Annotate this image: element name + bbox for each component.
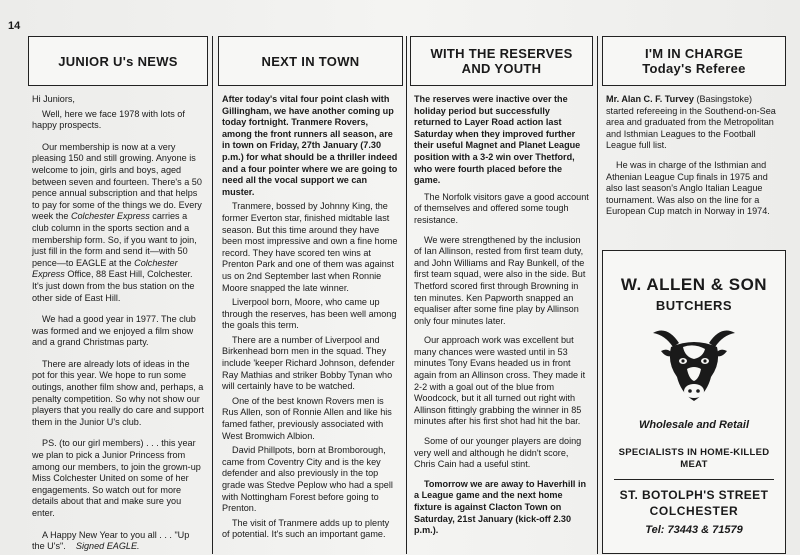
heading-text: JUNIOR U's NEWS — [58, 53, 178, 69]
paragraph: He was in charge of the Isthmian and Athenian League Cup finals in 1975 and also last season's Anglo Italian League tournament. Was also on the line for a European Cup match in Norway in 1974. — [606, 159, 770, 217]
heading-line-1: I'M IN CHARGE — [645, 46, 743, 61]
junior-us-news-heading — [28, 36, 208, 86]
paragraph: Tranmere, bossed by Johnny King, the former Everton star, finished midtable last season. But this time around they have been most impressive and own a fine home record. They have scored ten wins at Prenton Park and one of them was against us on 2nd September last when Ronnie Moore snapped the late winner. — [222, 201, 398, 293]
bull-head-icon — [649, 323, 739, 405]
lead-paragraph: The reserves were inactive over the holiday period but successfully returned to Layer Road action last Saturday when they improved further their useful Magnet and Planet League position with a 3-2 win over Thetford, who were fourth placed before the game. — [414, 94, 581, 186]
paragraph: David Phillpots, born at Bromborough, came from Coventry City and is the key defender and also previously in the top grade was Stedve Peplow who had a spell with Nottingham Forest before going to Prenton. — [222, 445, 393, 514]
column-divider — [406, 36, 407, 554]
junior-us-news-column — [28, 36, 208, 554]
advert-town: COLCHESTER — [649, 504, 739, 518]
next-in-town-column — [218, 36, 403, 554]
heading-line-1: WITH THE RESERVES — [430, 46, 573, 61]
referee-body — [602, 86, 786, 218]
newspaper-name: Colchester Express — [70, 211, 150, 222]
heading-text: NEXT IN TOWN — [261, 53, 360, 69]
paragraph: Our approach work was excellent but many chances were wasted until in 53 minutes Tony Evans headed us in front again from an Allinson cross. They made it 2-2 with a goal out of the blue from Woodcock, but it all turned out right with Allinson fittingly grabbing the winner in 85 minutes after his first shot had hit the bar. — [414, 335, 586, 427]
signature: Signed EAGLE. — [75, 541, 140, 552]
text-run: A Happy New Year to you all . . . "Up the U's". — [32, 529, 190, 552]
paragraph: We were strengthened by the inclusion of Ian Allinson, rested from first team duty, and John Williams and Ray Bunkell, of the first team squad, were also in the side. But Thetford scored first through Browning in ten minutes. Ken Papworth snapped an equaliser after some fine play by Allinson only four minutes later. — [414, 234, 586, 326]
paragraph — [32, 142, 204, 304]
newspaper-name: Colchester Express — [32, 257, 178, 280]
advert-title: W. ALLEN & SON — [620, 275, 768, 294]
sign-off — [32, 530, 204, 553]
advert-slogan: Wholesale and Retail — [638, 419, 750, 431]
advert-telephone: Tel: 73443 & 71579 — [645, 524, 743, 536]
advert-street: ST. BOTOLPH'S STREET — [619, 488, 769, 502]
greeting: Hi Juniors, — [32, 94, 75, 104]
paragraph: Liverpool born, Moore, who came up through the reserves, has been well among the goals this term. — [222, 297, 397, 331]
advert-divider — [614, 479, 774, 480]
paragraph: There are already lots of ideas in the pot for this year. We hope to run some outings, another film show and, perhaps, a penalty competition. So why not show our players that you really do care and support them in the Junior U's club. — [32, 358, 204, 427]
text-run: Our membership is now at a very pleasing 150 and still growing. Anyone is welcome to join, girls and boys, aged between seven and fourteen. There's a 50 pence annual subscription and that helps to pay for some of the things we do. Every week the — [32, 141, 202, 222]
text-run: Office, 88 East Hill, Colchester. It's just down from the bus station on the other side of East Hill. — [32, 269, 195, 303]
paragraph: One of the best known Rovers men is Rus Allen, son of Ronnie Allen and like his famed father, previously associated with West Bromwich Albion. — [222, 395, 392, 441]
butcher-advert — [602, 250, 786, 554]
text-run: (Basingstoke) started refereeing in the Southend-on-Sea area and graduated from the Metropolitan and Isthmian Leagues to the Football League full list. — [606, 94, 776, 151]
paragraph: The visit of Tranmere adds up to plenty of potential. It's such an important game. — [222, 517, 390, 540]
advert-specialists: SPECIALISTS IN HOME-KILLED MEAT — [618, 447, 770, 470]
referee-column — [602, 36, 786, 554]
referee-name: Mr. Alan C. F. Turvey — [606, 94, 694, 104]
closing-paragraph: Tomorrow we are away to Haverhill in a League game and the next home fixture is against Clacton Town on Saturday, 21st January (kick-off 2.30 p.m.). — [414, 478, 587, 536]
reserves-youth-column — [410, 36, 593, 554]
paragraph: We had a good year in 1977. The club was formed and we enjoyed a film show and a grand Christmas party. — [32, 314, 196, 348]
next-in-town-heading — [218, 36, 403, 86]
paragraph: Some of our younger players are doing very well and although he didn't score, Chris Cain had a useful stint. — [414, 436, 582, 470]
text-run: carries a club column in the sports section and a membership form. So, if you want to join, just fill in the form and send it—with 50 pence—to EAGLE at the — [32, 211, 197, 268]
heading-line-2: AND YOUTH — [461, 61, 542, 76]
page-number: 14 — [8, 20, 21, 32]
reserves-youth-heading — [410, 36, 593, 86]
referee-heading — [602, 36, 786, 86]
next-in-town-body — [218, 86, 403, 541]
lead-paragraph: After today's vital four point clash with Gillingham, we have another coming up today fortnight. Tranmere Rovers, among the front runners all season, are in town on Friday, 27th January (7.30 p.m.) for what should be a thriller indeed and a four pointer where we are going to need all the vocal support we can muster. — [222, 94, 398, 197]
advert-subtitle: BUTCHERS — [655, 298, 733, 313]
paragraph: There are a number of Liverpool and Birkenhead born men in the squad. They include 'keeper Richard Johnson, defender Ray Mathias and striker Bobby Tynan who will certainly have to be watched. — [222, 334, 395, 392]
paragraph — [606, 94, 782, 152]
reserves-youth-body — [410, 86, 593, 537]
paragraph: PS. (to our girl members) . . . this year we plan to pick a Junior Princess from among our members, to join the grown-up Miss Colchester United on some of her engagements. So watch out for more details about that and make sure you enter. — [32, 438, 201, 518]
paragraph: The Norfolk visitors gave a good account of themselves and offered some tough resistance. — [414, 191, 589, 225]
column-divider — [597, 36, 598, 554]
junior-us-news-body — [28, 86, 208, 553]
paragraph: Well, here we face 1978 with lots of happy prospects. — [32, 108, 185, 131]
heading-line-2: Today's Referee — [642, 61, 746, 76]
column-divider — [212, 36, 213, 554]
